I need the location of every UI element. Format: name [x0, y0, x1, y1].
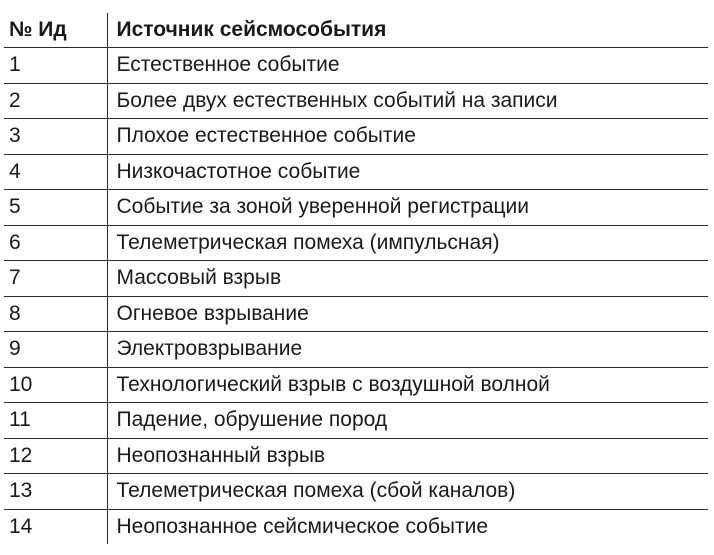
row-id-cell: 5 — [4, 190, 107, 226]
row-id-cell: 7 — [4, 261, 107, 297]
row-source-cell: Неопознанный взрыв — [107, 438, 708, 474]
row-source-cell: Огневое взрывание — [107, 296, 708, 332]
row-id-cell: 12 — [4, 438, 107, 474]
table-row — [4, 403, 708, 439]
table-row — [4, 154, 708, 190]
table-row — [4, 261, 708, 297]
row-id-cell: 2 — [4, 83, 107, 119]
table-row — [4, 190, 708, 226]
row-id-cell: 1 — [4, 48, 107, 84]
row-id-cell: 3 — [4, 119, 107, 155]
row-id-cell: 14 — [4, 509, 107, 544]
row-source-cell: Неопознанное сейсмическое событие — [107, 509, 708, 544]
table-header-row — [4, 13, 708, 48]
row-source-cell: Плохое естественное событие — [107, 119, 708, 155]
table-row — [4, 119, 708, 155]
table-row — [4, 48, 708, 84]
column-header-id: № Ид — [4, 13, 107, 48]
row-source-cell: Падение, обрушение пород — [107, 403, 708, 439]
row-source-cell: Телеметрическая помеха (импульсная) — [107, 225, 708, 261]
table-row — [4, 296, 708, 332]
table-row — [4, 367, 708, 403]
row-source-cell: Технологический взрыв с воздушной волной — [107, 367, 708, 403]
row-id-cell: 13 — [4, 474, 107, 510]
table-row — [4, 438, 708, 474]
row-id-cell: 9 — [4, 332, 107, 368]
row-source-cell: Более двух естественных событий на записи — [107, 83, 708, 119]
row-id-cell: 4 — [4, 154, 107, 190]
column-header-source: Источник сейсмособытия — [107, 13, 708, 48]
seismic-event-sources-table — [4, 13, 708, 544]
row-source-cell: Низкочастотное событие — [107, 154, 708, 190]
row-source-cell: Событие за зоной уверенной регистрации — [107, 190, 708, 226]
row-id-cell: 11 — [4, 403, 107, 439]
row-source-cell: Электровзрывание — [107, 332, 708, 368]
table-row — [4, 509, 708, 544]
row-id-cell: 8 — [4, 296, 107, 332]
row-source-cell: Массовый взрыв — [107, 261, 708, 297]
table-body — [4, 48, 708, 545]
table-row — [4, 225, 708, 261]
table-row — [4, 83, 708, 119]
table-row — [4, 474, 708, 510]
table-row — [4, 332, 708, 368]
seismic-event-sources-table-container — [4, 13, 708, 544]
row-source-cell: Телеметрическая помеха (сбой каналов) — [107, 474, 708, 510]
row-source-cell: Естественное событие — [107, 48, 708, 84]
row-id-cell: 10 — [4, 367, 107, 403]
row-id-cell: 6 — [4, 225, 107, 261]
